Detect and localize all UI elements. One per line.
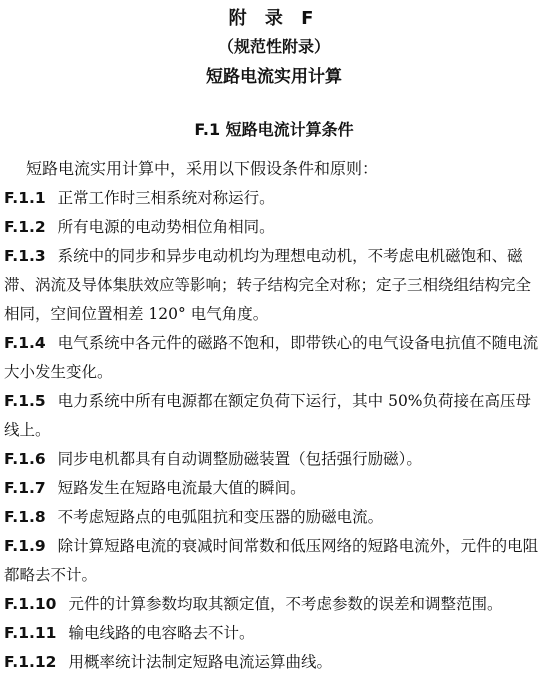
clause-text: 系统中的同步和异步电动机均为理想电动机，不考虑电机磁饱和、磁滞、涡流及导体集肤效应等影响；转子结构完全对称；定子三相绕组结构完全相同，空间位置相差 120° 电气角度。 — [4, 247, 532, 323]
clause-number: F.1.4 — [4, 334, 46, 352]
clause-number: F.1.7 — [4, 479, 46, 497]
clause-number: F.1.1 — [4, 189, 46, 207]
clause-item — [4, 329, 542, 387]
clause-number: F.1.9 — [4, 537, 46, 555]
clause-item — [4, 474, 542, 503]
clause-number: F.1.2 — [4, 218, 46, 236]
clause-number: F.1.3 — [4, 247, 46, 265]
clause-item — [4, 445, 542, 474]
clause-text: 所有电源的电动势相位角相同。 — [57, 218, 275, 236]
clause-item — [4, 184, 542, 213]
clause-text: 短路发生在短路电流最大值的瞬间。 — [57, 479, 306, 497]
appendix-label: 附 录 F — [228, 8, 320, 29]
clause-number: F.1.8 — [4, 508, 46, 526]
clause-number: F.1.11 — [4, 624, 57, 642]
clause-text: 元件的计算参数均取其额定值，不考虑参数的误差和调整范围。 — [68, 595, 503, 613]
clause-item — [4, 619, 542, 648]
clause-item — [4, 213, 542, 242]
appendix-nature: （规范性附录） — [217, 37, 330, 56]
clause-list — [4, 184, 542, 677]
appendix-title: 短路电流实用计算 — [206, 67, 342, 87]
clause-item — [4, 590, 542, 619]
clause-text: 除计算短路电流的衰减时间常数和低压网络的短路电流外，元件的电阻都略去不计。 — [4, 537, 539, 584]
clause-text: 电气系统中各元件的磁路不饱和，即带铁心的电气设备电抗值不随电流大小发生变化。 — [4, 334, 539, 381]
clause-number: F.1.5 — [4, 392, 46, 410]
clause-text: 用概率统计法制定短路电流运算曲线。 — [68, 653, 332, 671]
clause-number: F.1.10 — [4, 595, 57, 613]
clause-text: 同步电机都具有自动调整励磁装置（包括强行励磁）。 — [57, 450, 422, 468]
section-heading: F.1 短路电流计算条件 — [194, 120, 354, 139]
clause-number: F.1.6 — [4, 450, 46, 468]
intro-paragraph: 短路电流实用计算中，采用以下假设条件和原则： — [26, 159, 379, 178]
clause-text: 不考虑短路点的电弧阻抗和变压器的励磁电流。 — [57, 508, 384, 526]
clause-item — [4, 242, 542, 329]
clause-item — [4, 503, 542, 532]
clause-text: 电力系统中所有电源都在额定负荷下运行，其中 50%负荷接在高压母线上。 — [4, 392, 532, 439]
clause-item — [4, 387, 542, 445]
clause-text: 输电线路的电容略去不计。 — [68, 624, 255, 642]
clause-text: 正常工作时三相系统对称运行。 — [57, 189, 275, 207]
clause-item — [4, 532, 542, 590]
clause-number: F.1.12 — [4, 653, 57, 671]
